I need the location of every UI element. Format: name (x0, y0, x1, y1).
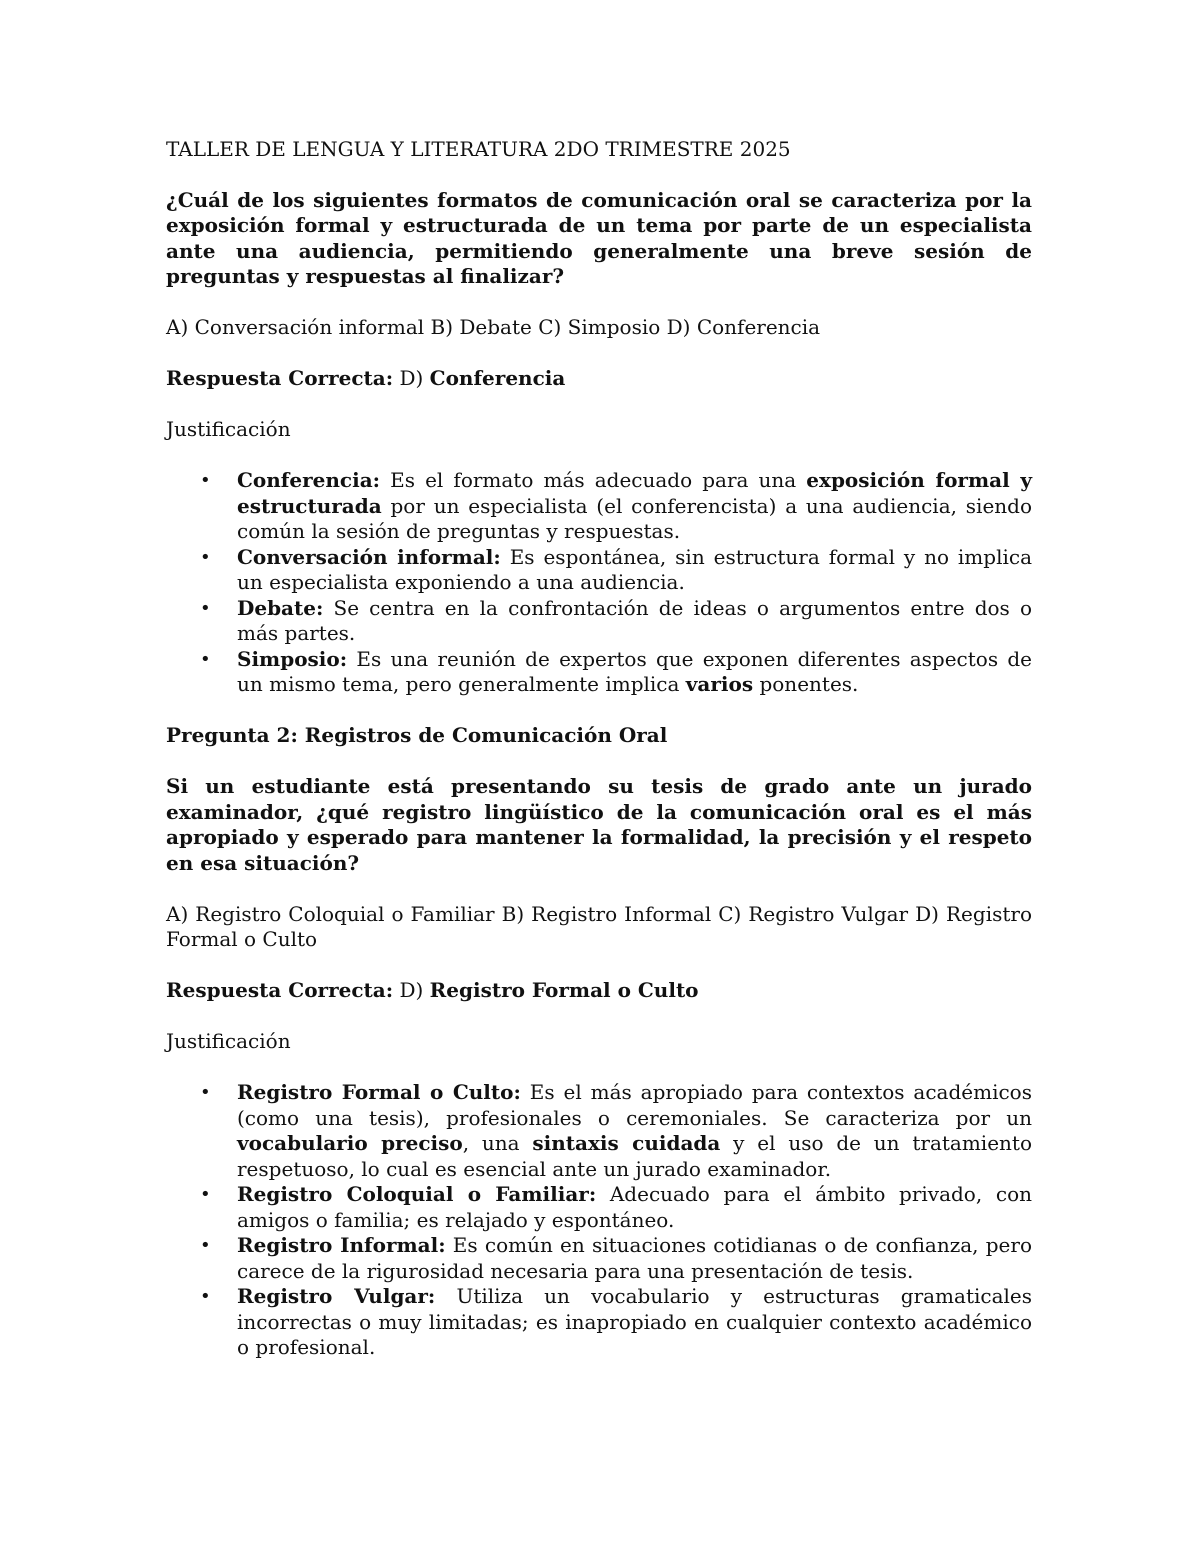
bullet-icon: • (200, 1235, 211, 1256)
question-2-justification-heading: Justificación (166, 1029, 291, 1053)
bullet-icon: • (200, 546, 211, 568)
list-item: • Simposio: Es una reunión de expertos que exponen diferentes aspectos de un mismo tema, pero generalmente implica varios ponentes. (200, 646, 1032, 696)
answer-label: Respuesta Correcta: (166, 366, 394, 390)
question-2-text: Si un estudiante está presentando su tesis de grado ante un jurado examinador, ¿qué registro lingüístico de la comunicación oral es el más apropiado y esperado para mantener la formalidad, la precisión y el respeto en esa situación? (166, 774, 1032, 875)
list-item: • Registro Informal: Es común en situaciones cotidianas o de confianza, pero carece de la rigurosidad necesaria para una presentación de tesis. (200, 1233, 1032, 1283)
answer-label: Respuesta Correcta: (166, 978, 394, 1002)
bullet-icon: • (200, 648, 211, 670)
bullet-icon: • (200, 470, 211, 491)
list-item: • Conversación informal: Es espontánea, sin estructura formal y no implica un especialista exponiendo a una audiencia. (200, 544, 1032, 594)
list-item: • Registro Formal o Culto: Es el más apropiado para contextos académicos (como una tesis), profesionales o ceremoniales. Se caracteriza por un vocabulario preciso, una sintaxis cuidada y el uso de un tratamiento respetuoso, lo cual es esencial ante un jurado examinador. (200, 1080, 1032, 1181)
question-2-options: A) Registro Coloquial o Familiar B) Registro Informal C) Registro Vulgar D) Registro Formal o Culto (166, 901, 1032, 951)
document-title: TALLER DE LENGUA Y LITERATURA 2DO TRIMESTRE 2025 (166, 137, 791, 161)
answer-letter: D) (399, 366, 424, 390)
bullet-icon: • (200, 1286, 211, 1307)
question-2-answer (166, 978, 1032, 1004)
document-page (166, 137, 1032, 1386)
answer-letter: D) (399, 978, 424, 1002)
list-item: • Conferencia: Es el formato más adecuado para una exposición formal y estructurada por un especialista (el conferencista) a una audiencia, siendo común la sesión de preguntas y respuestas. (200, 468, 1032, 543)
list-item: • Registro Vulgar: Utiliza un vocabulario y estructuras gramaticales incorrectas o muy limitadas; es inapropiado en cualquier contexto académico o profesional. (200, 1284, 1032, 1359)
bullet-icon: • (200, 1184, 211, 1205)
question-2-heading: Pregunta 2: Registros de Comunicación Oral (166, 723, 668, 747)
bullet-icon: • (200, 597, 211, 619)
question-1-text: ¿Cuál de los siguientes formatos de comunicación oral se caracteriza por la exposición formal y estructurada de un tema por parte de un especialista ante una audiencia, permitiendo generalmente una breve sesión de preguntas y respuestas al finalizar? (166, 187, 1032, 288)
question-1-options: A) Conversación informal B) Debate C) Simposio D) Conferencia (166, 315, 821, 339)
bullet-icon: • (200, 1082, 211, 1103)
answer-text: Registro Formal o Culto (429, 978, 699, 1002)
answer-text: Conferencia (429, 366, 566, 390)
list-item: • Registro Coloquial o Familiar: Adecuado para el ámbito privado, con amigos o familia; es relajado y espontáneo. (200, 1182, 1032, 1232)
question-1-answer (166, 366, 1032, 392)
list-item: • Debate: Se centra en la confrontación de ideas o argumentos entre dos o más partes. (200, 595, 1032, 645)
question-1-justification-list (166, 468, 1032, 698)
question-1-justification-heading: Justificación (166, 417, 291, 441)
question-2-justification-list (166, 1080, 1032, 1361)
